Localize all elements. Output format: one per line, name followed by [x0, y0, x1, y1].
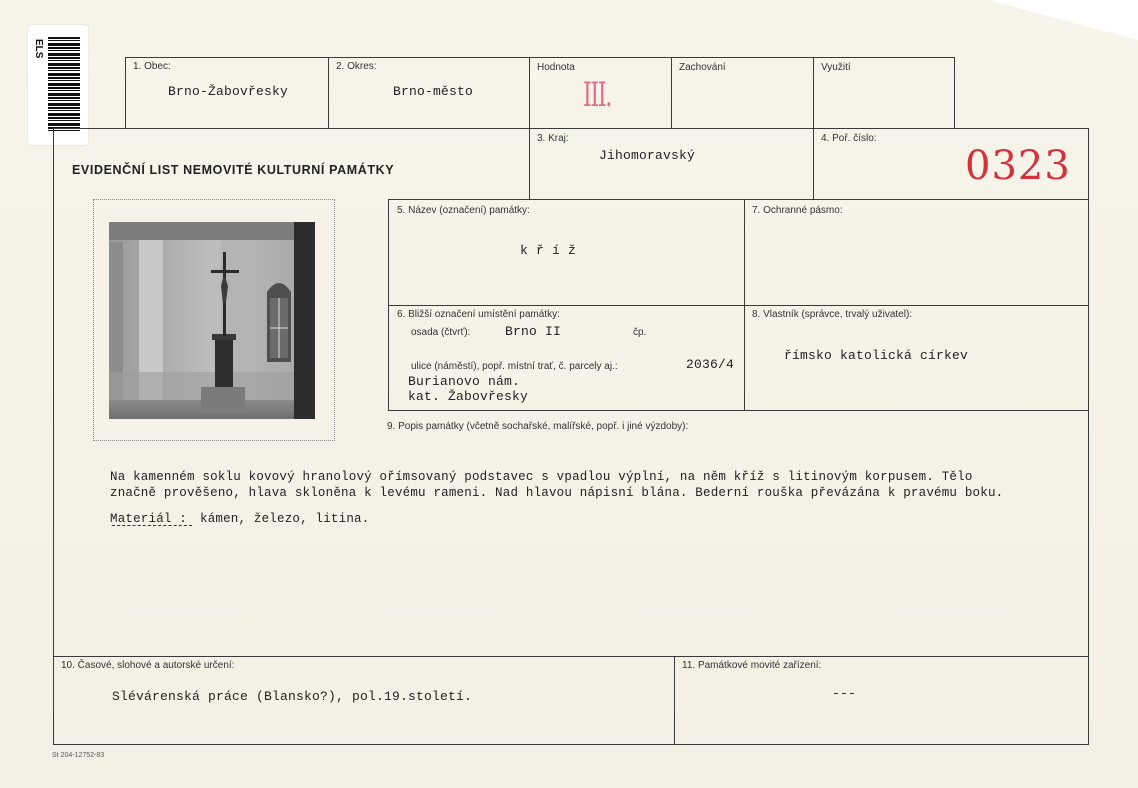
popis-line-1: Na kamenném soklu kovový hranolový ořímsovaný podstavec s vpadlou výplní, na něm kříž s litinovým korpusem. Tělo	[110, 470, 973, 484]
por-cislo-label: 4. Poř. číslo:	[821, 133, 877, 144]
material-label: Materiál :	[110, 512, 188, 526]
parcela-value: 2036/4	[686, 357, 735, 372]
movite-value: ---	[832, 686, 857, 701]
popis-line-2: značně prověšeno, hlava skloněna k levému rameni. Nad hlavou nápisní blána. Bederní rouška převázána k pravému boku.	[110, 486, 1004, 500]
material-value: kámen, železo, litina.	[200, 512, 370, 526]
hodnota-value: III.	[583, 75, 612, 115]
cp-label: čp.	[633, 327, 647, 338]
obec-value: Brno-Žabovřesky	[168, 84, 289, 99]
vyuziti-label: Využití	[821, 62, 851, 73]
casove-label: 10. Časové, slohové a autorské určení:	[61, 660, 235, 671]
obec-label: 1. Obec:	[133, 61, 171, 72]
popis-label: 9. Popis památky (včetně sochařské, malířské, popř. i jiné výzdoby):	[387, 421, 689, 432]
ulice-label: ulice (náměstí), popř. místní trať, č. parcely aj.:	[411, 361, 618, 372]
footer-code: St 204-12752-83	[52, 752, 105, 759]
nazev-label: 5. Název (označení) památky:	[397, 205, 530, 216]
paper-corner	[988, 0, 1138, 40]
hodnota-label: Hodnota	[537, 62, 575, 73]
por-cislo-value: 0323	[965, 143, 1071, 189]
casove-value: Slévárenská práce (Blansko?), pol.19.století.	[112, 689, 473, 704]
barcode-bars	[48, 37, 80, 133]
umisteni-label: 6. Bližší označení umístění památky:	[397, 309, 560, 320]
ulice-value-2: kat. Žabovřesky	[408, 389, 529, 404]
monument-photo	[109, 222, 315, 419]
okres-label: 2. Okres:	[336, 61, 377, 72]
vlastnik-value: římsko katolická církev	[784, 348, 969, 363]
form-title: EVIDENČNÍ LIST NEMOVITÉ KULTURNÍ PAMÁTKY	[72, 163, 395, 177]
nazev-value: k ř í ž	[520, 243, 577, 258]
kraj-label: 3. Kraj:	[537, 133, 569, 144]
osada-value: Brno II	[505, 324, 562, 339]
osada-label: osada (čtvrť):	[411, 327, 471, 338]
movite-label: 11. Památkové movité zařízení:	[682, 660, 822, 671]
ochranne-pasmo-label: 7. Ochranné pásmo:	[752, 205, 843, 216]
barcode-text: ELS	[33, 39, 44, 59]
ulice-value-1: Burianovo nám.	[408, 374, 521, 389]
material-underline	[112, 525, 192, 526]
photo-image	[109, 222, 315, 419]
barcode-sticker	[28, 25, 88, 145]
kraj-value: Jihomoravský	[599, 148, 696, 163]
okres-value: Brno-město	[393, 84, 474, 99]
zachovani-label: Zachování	[679, 62, 726, 73]
vlastnik-label: 8. Vlastník (správce, trvalý uživatel):	[752, 309, 913, 320]
